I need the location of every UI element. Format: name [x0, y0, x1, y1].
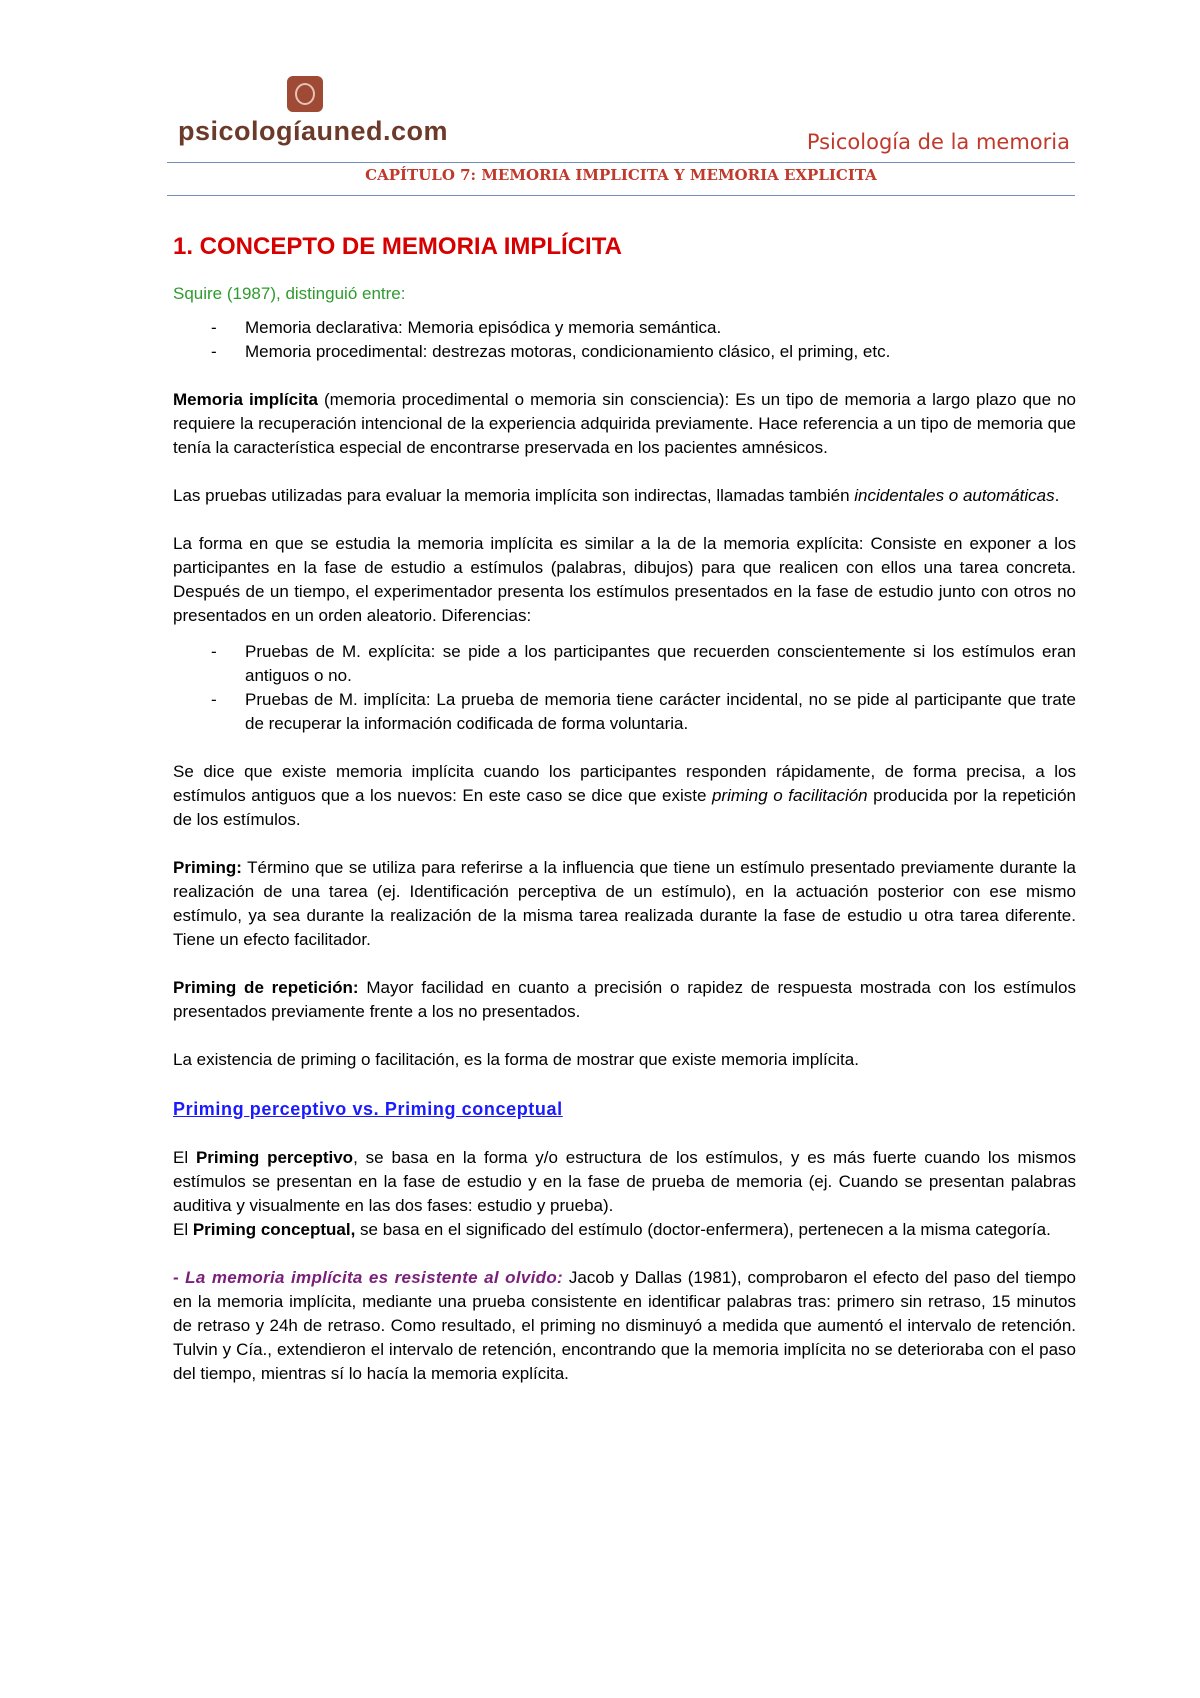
list-item: - Pruebas de M. explícita: se pide a los participantes que recuerden conscientemente si los estímulos eran antiguos o no.	[211, 642, 1076, 685]
list-item-text: Memoria declarativa: Memoria episódica y memoria semántica.	[245, 318, 722, 337]
resistance-text: Jacob y Dallas (1981), comprobaron el efecto del paso del tiempo en la memoria implícita, mediante una prueba consistente en identificar palabras tras: primero sin retraso, 15 minutos de retraso y 24h de retraso. Como resultado, el priming no disminuyó a medida que aumentó el intervalo de retención. Tulvin y Cía., extendieron el intervalo de retención, encontrando que la memoria implícita no se deterioraba con el paso del tiempo, mientras sí lo hacía la memoria explícita.	[173, 1268, 1077, 1383]
list-item: - Memoria declarativa: Memoria episódica y memoria semántica.	[211, 318, 722, 337]
priming-paragraph	[173, 856, 1076, 952]
list-item-text: Pruebas de M. explícita: se pide a los participantes que recuerden conscientemente si los estímulos eran antiguos o no.	[245, 642, 1076, 685]
perceptive-paragraph	[173, 1146, 1076, 1218]
exists-text: Se dice que existe memoria implícita cuando los participantes responden rápidamente, de forma precisa, a los estímulos antiguos que a los nuevos: En este caso se dice que existe	[173, 762, 1076, 805]
perceptive-prefix: El	[173, 1148, 196, 1167]
conceptual-paragraph	[173, 1218, 1076, 1242]
definition-paragraph	[173, 388, 1076, 460]
list-item: - Pruebas de M. implícita: La prueba de memoria tiene carácter incidental, no se pide al participante que trate de recuperar la información codificada de forma voluntaria.	[211, 690, 1076, 733]
logo-text: psicologíauned.com	[178, 116, 449, 146]
tests-end: .	[1054, 486, 1060, 505]
chapter-title: CAPÍTULO 7: MEMORIA IMPLICITA Y MEMORIA EXPLICITA	[365, 166, 877, 184]
repetition-term: Priming de repetición:	[173, 978, 359, 997]
conceptual-prefix: El	[173, 1220, 193, 1239]
brain-logo-icon	[287, 76, 323, 112]
differences-list	[173, 640, 1076, 736]
document-body	[173, 232, 1076, 1410]
exists-italic: priming o facilitación	[711, 786, 868, 805]
list-item: - Memoria procedimental: destrezas motoras, condicionamiento clásico, el priming, etc.	[211, 342, 891, 361]
priming-term: Priming:	[173, 858, 242, 877]
definition-term: Memoria implícita	[173, 390, 318, 409]
resistance-paragraph	[173, 1266, 1076, 1386]
perceptive-text: , se basa en la forma y/o estructura de los estímulos, y es más fuerte cuando los mismos estímulos se presentan en la fase de estudio y en la fase de prueba de memoria (ej. Cuando se presentan palabras auditiva y visualmente en las dos fases: estudio y prueba).	[173, 1148, 1077, 1215]
conceptual-text: se basa en el significado del estímulo (doctor-enfermera), pertenecen a la misma categoría.	[355, 1220, 1051, 1239]
exists-end: producida por la repetición de los estímulos.	[173, 786, 1077, 829]
existence-paragraph: La existencia de priming o facilitación, es la forma de mostrar que existe memoria implícita.	[173, 1050, 859, 1069]
squire-list	[173, 316, 1076, 364]
section-heading: 1. CONCEPTO DE MEMORIA IMPLÍCITA	[173, 233, 622, 260]
header-rule-bottom	[167, 195, 1075, 196]
tests-italic: incidentales o automáticas	[854, 486, 1055, 505]
subsection-heading-link[interactable]: Priming perceptivo vs. Priming conceptual	[173, 1099, 563, 1119]
perceptive-term: Priming perceptivo	[195, 1148, 354, 1167]
document-title: Psicología de la memoria	[806, 130, 1070, 154]
tests-text: Las pruebas utilizadas para evaluar la memoria implícita son indirectas, llamadas también	[173, 486, 855, 505]
exists-paragraph	[173, 760, 1076, 832]
study-paragraph: La forma en que se estudia la memoria implícita es similar a la de la memoria explícita: Consiste en exponer a los participantes en la fase de estudio a estímulos (palabras, dibujos) para que realicen con ellos una tarea concreta. Después de un tiempo, el experimentador presenta los estímulos presentados en la fase de estudio junto con otros no presentados en un orden aleatorio. Diferencias:	[173, 534, 1076, 625]
list-item-text: Pruebas de M. implícita: La prueba de memoria tiene carácter incidental, no se pide al participante que trate de recuperar la información codificada de forma voluntaria.	[245, 690, 1076, 733]
definition-text: (memoria procedimental o memoria sin consciencia): Es un tipo de memoria a largo plazo que no requiere la recuperación intencional de la experiencia adquirida previamente. Hace referencia a un tipo de memoria que tenía la característica especial de encontrarse preservada en los pacientes amnésicos.	[173, 390, 1076, 457]
squire-intro: Squire (1987), distinguió entre:	[173, 284, 406, 303]
header-rule-top	[167, 162, 1075, 163]
list-item-text: Memoria procedimental: destrezas motoras, condicionamiento clásico, el priming, etc.	[245, 342, 891, 361]
tests-paragraph	[173, 484, 1076, 508]
repetition-text: Mayor facilidad en cuanto a precisión o rapidez de respuesta mostrada con los estímulos presentados previamente frente a los no presentados.	[173, 978, 1076, 1021]
site-logo[interactable]	[178, 76, 449, 146]
priming-text: Término que se utiliza para referirse a la influencia que tiene un estímulo presentado previamente durante la realización de una tarea (ej. Identificación perceptiva de un estímulo), en la actuación posterior con ese mismo estímulo, ya sea durante la realización de la misma tarea realizada durante la fase de estudio u otra tarea diferente. Tiene un efecto facilitador.	[173, 858, 1076, 949]
conceptual-term: Priming conceptual,	[192, 1220, 356, 1239]
repetition-paragraph	[173, 976, 1076, 1024]
resistance-term: - La memoria implícita es resistente al olvido:	[173, 1268, 563, 1287]
